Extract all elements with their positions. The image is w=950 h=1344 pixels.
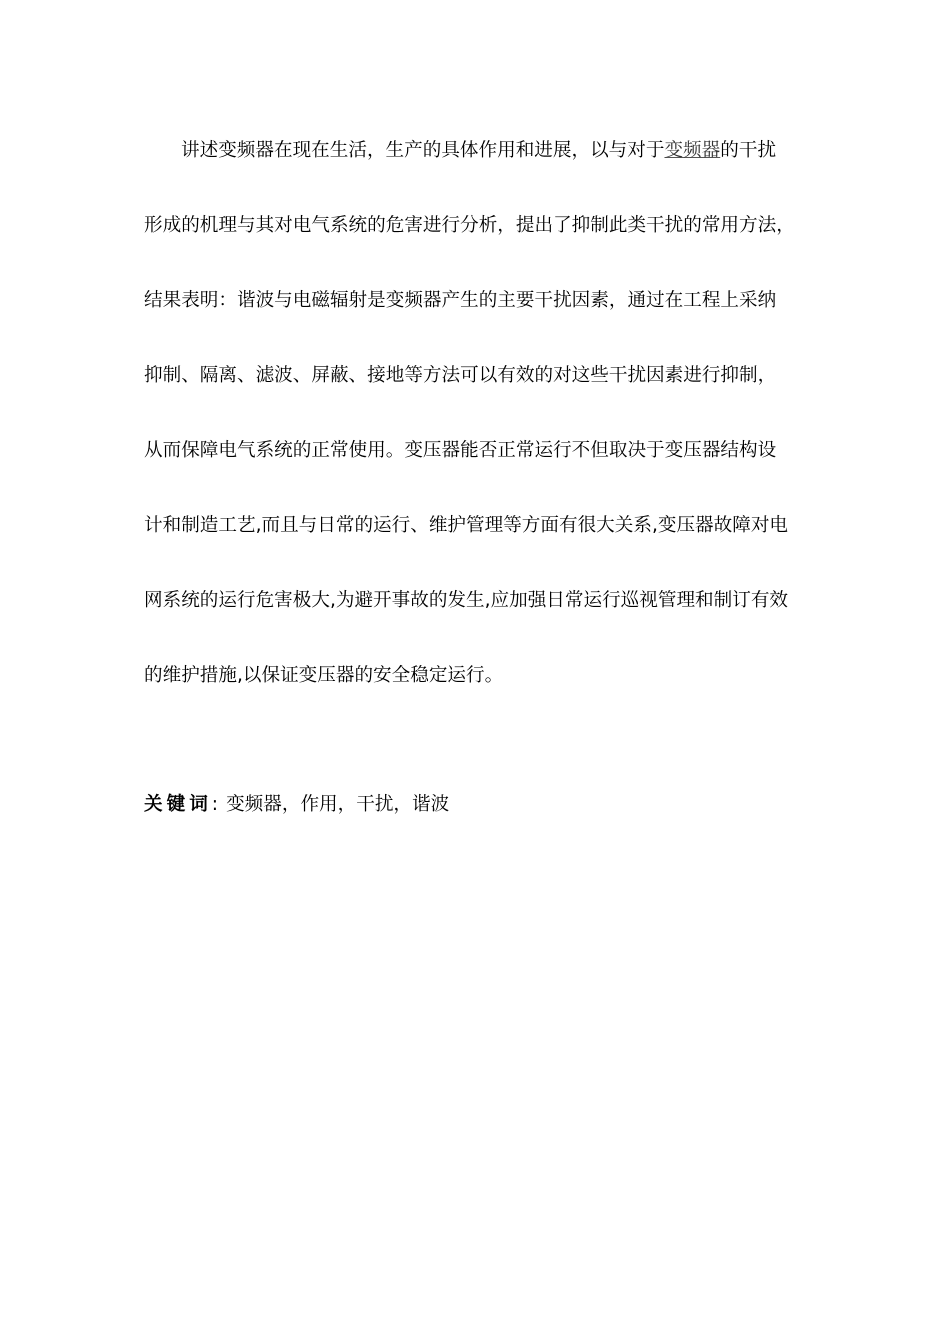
abstract-line-1-text-b: 的干扰 bbox=[720, 140, 777, 161]
abstract-line-2: 形成的机理与其对电气系统的危害进行分析，提出了抑制此类干扰的常用方法， bbox=[144, 215, 795, 236]
abstract-line-8: 的维护措施,以保证变压器的安全稳定运行。 bbox=[144, 665, 504, 686]
inverter-link[interactable]: 变频器 bbox=[664, 140, 721, 161]
abstract-line-6: 计和制造工艺,而且与日常的运行、维护管理等方面有很大关系,变压器故障对电 bbox=[144, 515, 789, 536]
abstract-line-5: 从而保障电气系统的正常使用。变压器能否正常运行不但取决于变压器结构设 bbox=[144, 440, 777, 461]
abstract-line-1 bbox=[144, 131, 809, 206]
keywords-line bbox=[144, 785, 449, 825]
abstract-paragraph bbox=[144, 131, 809, 731]
keywords-colon: : bbox=[211, 794, 219, 815]
abstract-line-4: 抑制、隔离、滤波、屏蔽、接地等方法可以有效的对这些干扰因素进行抑制， bbox=[144, 365, 777, 386]
keywords-value: 变频器，作用，干扰，谐波 bbox=[226, 794, 450, 815]
abstract-line-7: 网系统的运行危害极大,为避开事故的发生,应加强日常运行巡视管理和制订有效 bbox=[144, 590, 789, 611]
abstract-line-1-text-a: 讲述变频器在现在生活，生产的具体作用和进展，以与对于 bbox=[181, 140, 665, 161]
keywords-label: 关键词 bbox=[144, 794, 212, 815]
abstract-line-3: 结果表明：谐波与电磁辐射是变频器产生的主要干扰因素，通过在工程上采纳 bbox=[144, 290, 777, 311]
